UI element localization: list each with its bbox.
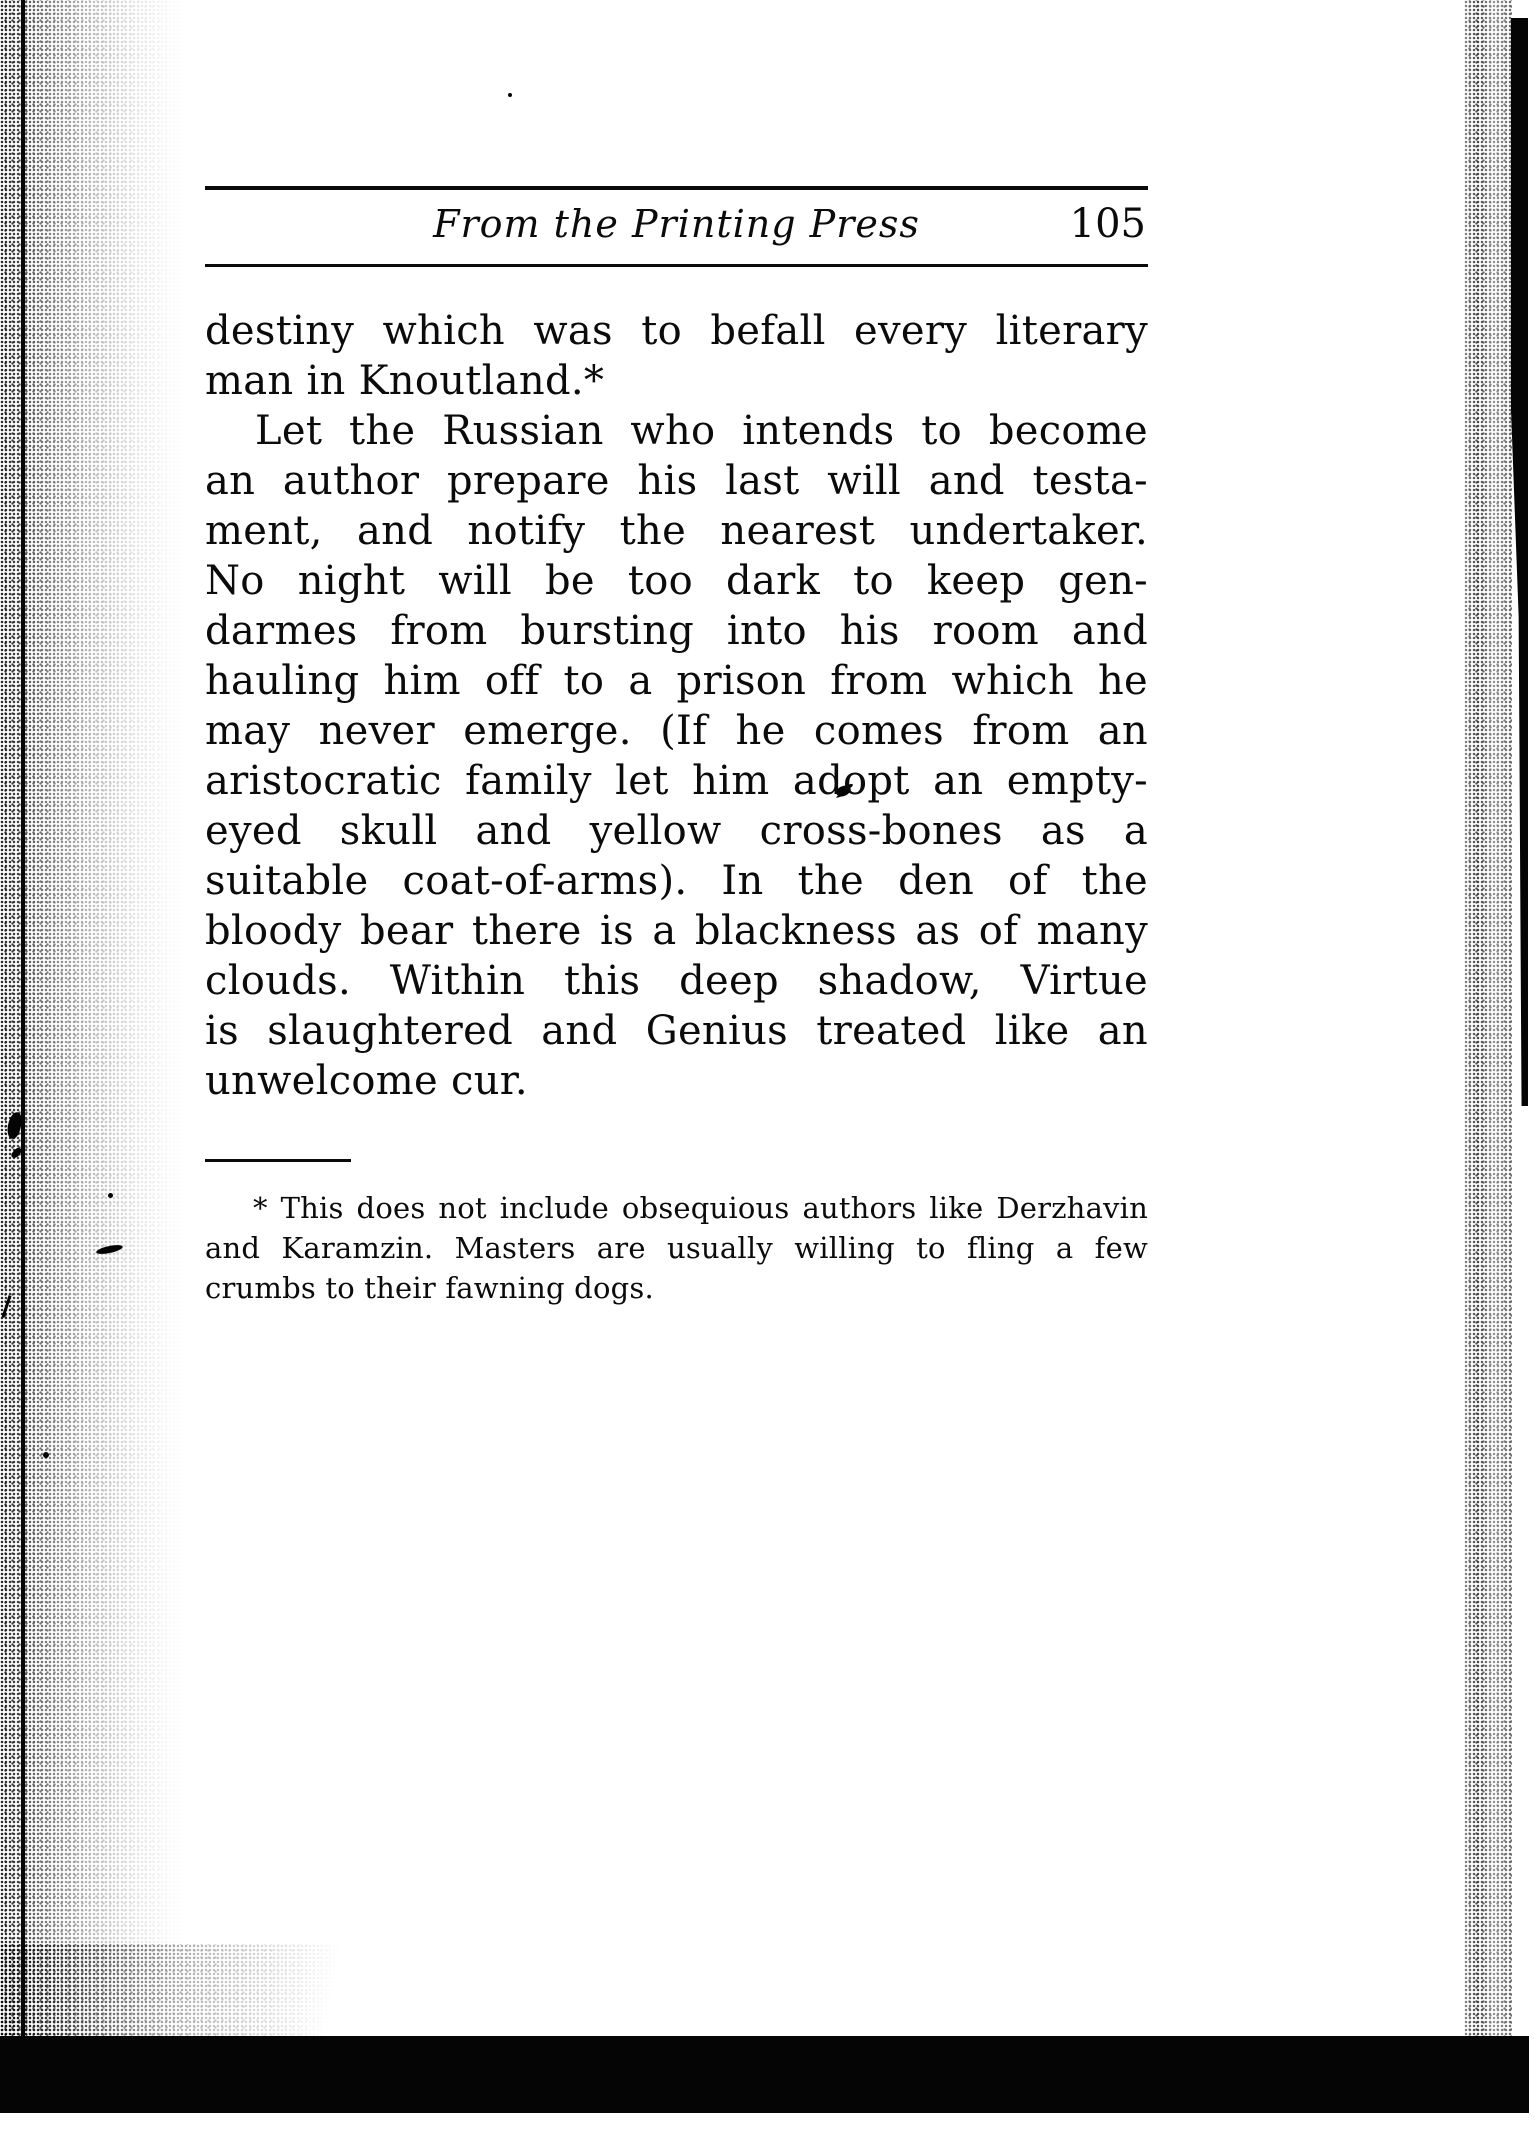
body-text-line: No night will be too dark to keep gen-: [205, 558, 1148, 604]
body-text-line: unwelcome cur.: [205, 1058, 528, 1104]
bottom-scan-bar: [0, 2036, 1529, 2113]
left-fold-line: [21, 0, 25, 2038]
running-header-title: From the Printing Press: [433, 202, 920, 246]
right-edge-black-strip: [1511, 18, 1528, 1106]
header-rule-top: [205, 186, 1148, 190]
header-rule-bottom: [205, 264, 1148, 267]
page-content: [205, 186, 1148, 1308]
ink-speck: [108, 1193, 113, 1198]
footnote-line: and Karamzin. Masters are usually willing to fling a few: [205, 1231, 1148, 1265]
bottom-left-shadow: [0, 1944, 440, 2038]
body-text-line: bloody bear there is a blackness as of many: [205, 908, 1148, 954]
left-gutter-shadow: [0, 0, 185, 2038]
body-text-line: Let the Russian who intends to become: [255, 408, 1148, 454]
body-text: [205, 306, 1148, 1106]
body-text-line: aristocratic family let him adopt an empty-: [205, 758, 1148, 804]
body-text-line: ment, and notify the nearest undertaker.: [205, 508, 1148, 554]
body-text-line: may never emerge. (If he comes from an: [205, 708, 1148, 754]
footnote-line: crumbs to their fawning dogs.: [205, 1271, 654, 1305]
page-number: 105: [1069, 201, 1146, 247]
body-text-line: eyed skull and yellow cross-bones as a: [205, 808, 1148, 854]
footnote-line: * This does not include obsequious authors like Derzhavin: [253, 1191, 1148, 1225]
body-text-line: suitable coat-of-arms). In the den of the: [205, 858, 1148, 904]
ink-speck: [43, 1452, 49, 1458]
running-header: [205, 196, 1148, 252]
body-text-line: an author prepare his last will and testa-: [205, 458, 1148, 504]
body-text-line: destiny which was to befall every literary: [205, 308, 1148, 354]
ink-speck: [508, 93, 512, 97]
body-text-line: darmes from bursting into his room and: [205, 608, 1148, 654]
body-text-line: is slaughtered and Genius treated like an: [205, 1008, 1148, 1054]
body-text-line: clouds. Within this deep shadow, Virtue: [205, 958, 1148, 1004]
footnote: [205, 1188, 1148, 1308]
body-text-line: hauling him off to a prison from which he: [205, 658, 1148, 704]
footnote-separator: [205, 1159, 351, 1162]
right-edge-stipple: [1464, 0, 1512, 2038]
body-text-line: man in Knoutland.*: [205, 358, 605, 404]
